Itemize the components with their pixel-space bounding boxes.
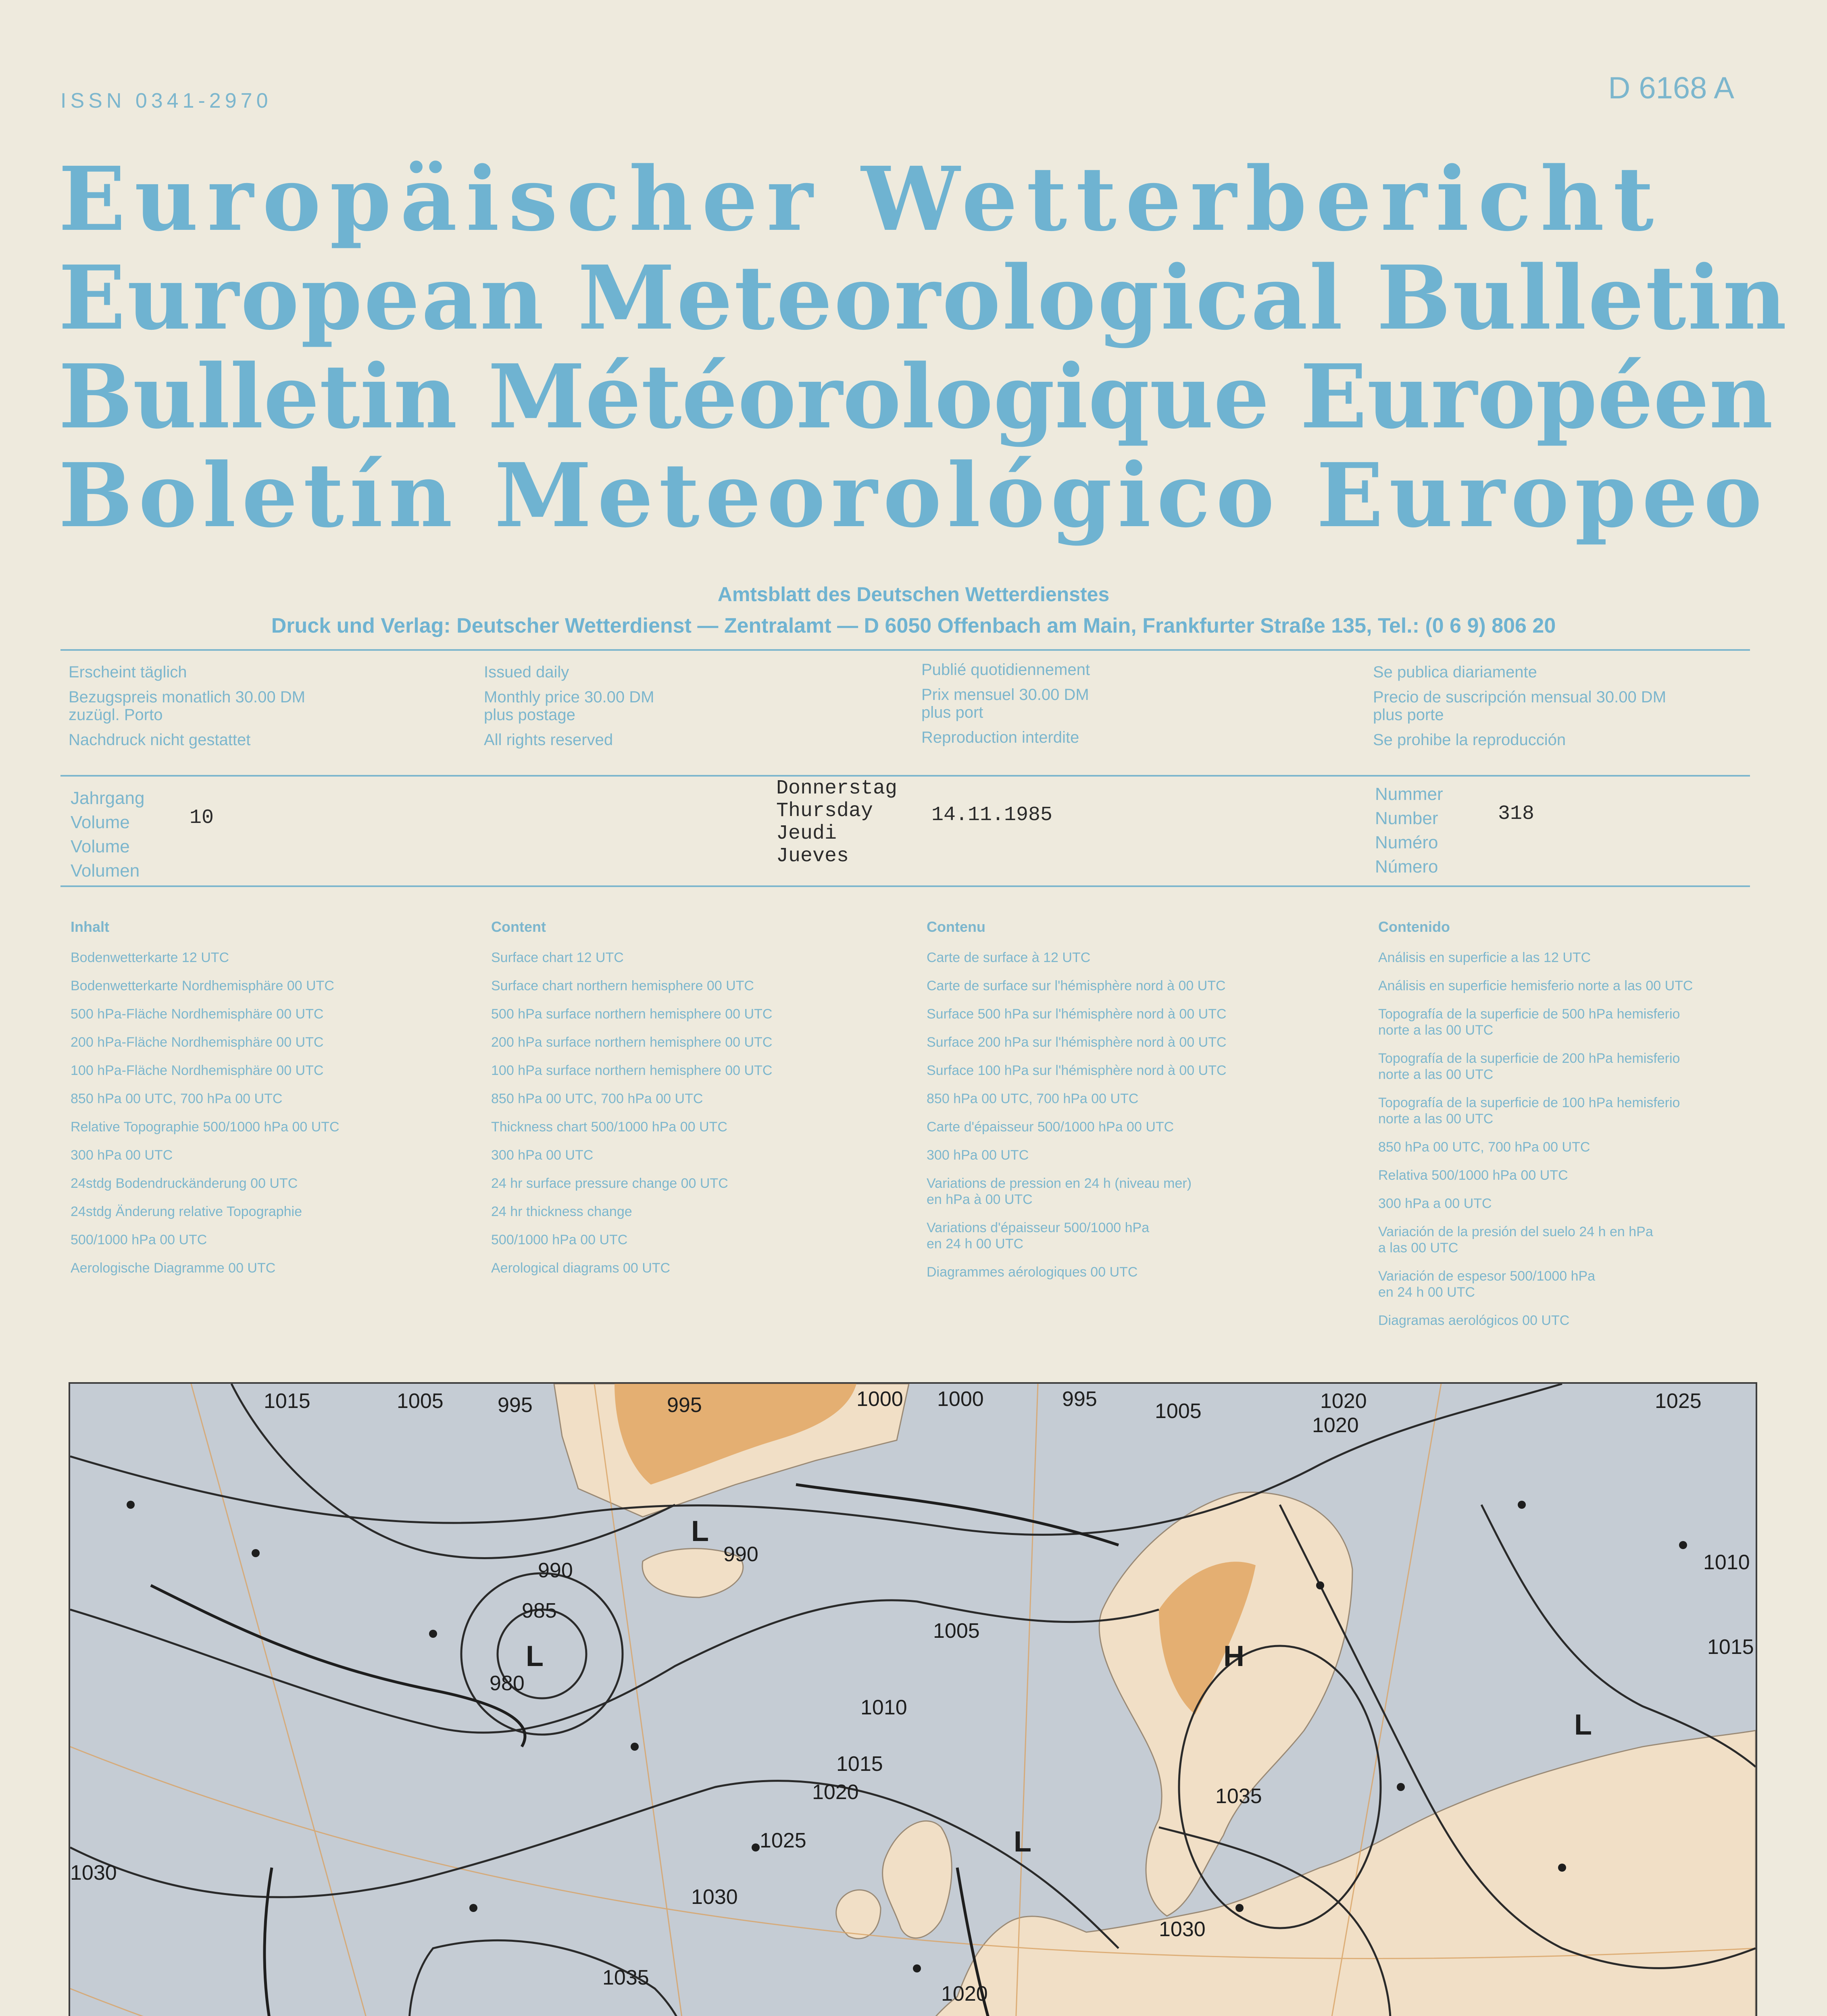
contents-item: 24 hr surface pressure change 00 UTC <box>491 1176 728 1191</box>
contents-english <box>491 918 772 1282</box>
contents-item: Aerological diagrams 00 UTC <box>491 1260 671 1276</box>
station-dot <box>1679 1541 1687 1549</box>
isobar-label: 1020 <box>941 1982 988 2006</box>
contents-item: Análisis en superficie hemisferio norte a las 00 UTC <box>1378 978 1693 993</box>
contents-item: 850 hPa 00 UTC, 700 hPa 00 UTC <box>927 1091 1139 1106</box>
contents-item: Topografía de la superficie de 500 hPa hemisferio <box>1378 1006 1680 1022</box>
contents-item: Carte d'épaisseur 500/1000 hPa 00 UTC <box>927 1119 1174 1135</box>
isobar-label: 1025 <box>1655 1389 1702 1413</box>
contents-item: Diagramas aerológicos 00 UTC <box>1378 1313 1570 1328</box>
info-french <box>921 657 1090 750</box>
volume-label: Jahrgang <box>71 788 145 808</box>
station-dot <box>1235 1904 1244 1912</box>
isobar-label: 995 <box>667 1393 702 1417</box>
station-dot <box>429 1630 437 1638</box>
official-gazette-line: Amtsblatt des Deutschen Wetterdienstes <box>717 583 1110 606</box>
contents-item: Topografía de la superficie de 100 hPa hemisferio <box>1378 1095 1680 1110</box>
divider <box>60 649 1750 651</box>
publisher-line: Druck und Verlag: Deutscher Wetterdienst — Zentralamt — D 6050 Offenbach am Main, Frankfurter Straße 135, Tel.: (0 6 9) 806 20 <box>271 614 1556 637</box>
isobar-label: 995 <box>498 1393 533 1417</box>
title-text: Europäischer Wetterbericht <box>58 148 1663 251</box>
info-line: zuzügl. Porto <box>69 706 163 724</box>
weekday-block <box>776 777 897 868</box>
contents-item: Aerologische Diagramme 00 UTC <box>71 1260 276 1276</box>
station-dot <box>1397 1783 1405 1791</box>
info-line: Nachdruck nicht gestattet <box>69 731 251 749</box>
low-center: L <box>1574 1709 1592 1741</box>
contents-item: 500 hPa-Fläche Nordhemisphäre 00 UTC <box>71 1006 324 1022</box>
contents-item: 200 hPa surface northern hemisphere 00 UTC <box>491 1035 773 1050</box>
info-line: plus port <box>921 704 983 721</box>
contents-item: en 24 h 00 UTC <box>927 1236 1024 1252</box>
info-line: Precio de suscripción mensual 30.00 DM <box>1373 688 1667 706</box>
info-spanish <box>1373 660 1666 752</box>
postal-code: D 6168 A <box>1608 71 1734 105</box>
contents-heading: Inhalt <box>71 918 109 935</box>
contents-spanish <box>1378 918 1693 1335</box>
isobar-label: 1030 <box>70 1861 117 1885</box>
low-center: L <box>526 1640 544 1672</box>
title-text: Boletín Meteorológico Europeo <box>58 444 1768 547</box>
station-dot <box>127 1501 135 1509</box>
contents-item: Carte de surface à 12 UTC <box>927 950 1091 965</box>
isobar-label: 1005 <box>933 1619 980 1643</box>
issue-number: 318 <box>1498 802 1535 825</box>
contents-item: Variación de la presión del suelo 24 h en hPa <box>1378 1224 1653 1239</box>
info-line: Prix mensuel 30.00 DM <box>921 686 1089 704</box>
contents-item: Variations de pression en 24 h (niveau mer) <box>927 1176 1192 1191</box>
contents-item: Surface chart 12 UTC <box>491 950 624 965</box>
contents-item: Topografía de la superficie de 200 hPa hemisferio <box>1378 1051 1680 1066</box>
number-label: Number <box>1375 808 1438 828</box>
station-dot <box>1316 1581 1324 1589</box>
contents-item: norte a las 00 UTC <box>1378 1023 1494 1038</box>
contents-item: 500/1000 hPa 00 UTC <box>491 1232 628 1248</box>
info-line: plus porte <box>1373 706 1444 724</box>
isobar-label: 980 <box>490 1672 525 1695</box>
contents-item: 24stdg Bodendruckänderung 00 UTC <box>71 1176 298 1191</box>
map-graphic <box>70 1384 1756 2016</box>
isobar-label: 1000 <box>937 1387 984 1411</box>
station-dot <box>1558 1864 1566 1872</box>
isobar-label: 985 <box>522 1599 557 1622</box>
isobar-label: 1030 <box>691 1885 738 1909</box>
isobar-label: 1025 <box>760 1829 806 1852</box>
contents-item: norte a las 00 UTC <box>1378 1111 1494 1127</box>
contents-item: 24 hr thickness change <box>491 1204 632 1219</box>
contents-item: norte a las 00 UTC <box>1378 1067 1494 1082</box>
low-center: L <box>1014 1826 1031 1858</box>
volume-labels <box>71 786 144 883</box>
contents-item: Surface chart northern hemisphere 00 UTC <box>491 978 754 993</box>
info-line: plus postage <box>484 706 575 724</box>
station-dot <box>1518 1501 1526 1509</box>
weekday: Donnerstag <box>776 777 898 800</box>
weekday: Jueves <box>776 845 849 868</box>
weekday: Thursday <box>776 800 873 823</box>
number-label: Numéro <box>1375 833 1438 852</box>
contents-item: Variations d'épaisseur 500/1000 hPa <box>927 1220 1150 1235</box>
isobar-label: 1010 <box>860 1696 907 1719</box>
isobar-label: 1005 <box>397 1389 444 1413</box>
contents-item: 500 hPa surface northern hemisphere 00 UTC <box>491 1006 773 1022</box>
contents-item: 300 hPa 00 UTC <box>491 1148 594 1163</box>
info-german <box>69 660 305 752</box>
number-label: Nummer <box>1375 784 1443 804</box>
number-labels <box>1375 782 1443 879</box>
contents-item: 100 hPa surface northern hemisphere 00 UTC <box>491 1063 773 1078</box>
isobar-label: 1020 <box>1320 1389 1367 1413</box>
number-label: Número <box>1375 857 1438 877</box>
contents-item: Relative Topographie 500/1000 hPa 00 UTC <box>71 1119 340 1135</box>
isobar-label: 1020 <box>812 1781 859 1804</box>
info-line: Se prohibe la reproducción <box>1373 731 1566 749</box>
isobar-label: 990 <box>723 1543 758 1566</box>
divider <box>60 885 1750 887</box>
contents-item: Surface 100 hPa sur l'hémisphère nord à 00 UTC <box>927 1063 1227 1078</box>
contents-item: Carte de surface sur l'hémisphère nord à 00 UTC <box>927 978 1226 993</box>
isobar-label: 1030 <box>1159 1918 1206 1941</box>
isobar-label: 990 <box>538 1559 573 1582</box>
title-english <box>58 246 1789 350</box>
surface-weather-map <box>69 1382 1757 2016</box>
contents-item: Bodenwetterkarte Nordhemisphäre 00 UTC <box>71 978 334 993</box>
contents-item: 300 hPa a 00 UTC <box>1378 1196 1492 1211</box>
contents-item: 850 hPa 00 UTC, 700 hPa 00 UTC <box>491 1091 703 1106</box>
station-dot <box>913 1964 921 1972</box>
contents-heading: Contenido <box>1378 918 1450 935</box>
contents-item: Bodenwetterkarte 12 UTC <box>71 950 229 965</box>
info-line: Issued daily <box>484 663 569 681</box>
contents-item: 500/1000 hPa 00 UTC <box>71 1232 207 1248</box>
issn-number: ISSN 0341-2970 <box>60 89 272 112</box>
contents-item: 200 hPa-Fläche Nordhemisphäre 00 UTC <box>71 1035 324 1050</box>
isobar-label: 1005 <box>1155 1400 1202 1423</box>
isobar-label: 1015 <box>836 1752 883 1776</box>
info-line: Se publica diariamente <box>1373 663 1537 681</box>
info-english <box>484 660 654 752</box>
contents-item: Surface 200 hPa sur l'hémisphère nord à 00 UTC <box>927 1035 1227 1050</box>
isobar-label: 1015 <box>264 1389 310 1413</box>
contents-item: en 24 h 00 UTC <box>1378 1285 1475 1300</box>
contents-item: 24stdg Änderung relative Topographie <box>71 1204 302 1219</box>
contents-french <box>927 918 1227 1286</box>
volume-label: Volume <box>71 812 130 832</box>
info-line: Bezugspreis monatlich 30.00 DM <box>69 688 305 706</box>
isobar-label: 1000 <box>856 1387 903 1411</box>
high-center: H <box>1223 1640 1244 1672</box>
contents-item: 850 hPa 00 UTC, 700 hPa 00 UTC <box>1378 1139 1590 1155</box>
station-dot <box>469 1904 477 1912</box>
divider <box>60 775 1750 777</box>
info-line: Publié quotidiennement <box>921 661 1090 679</box>
title-text: Bulletin Météorologique Européen <box>58 345 1773 448</box>
info-line: Erscheint täglich <box>69 663 187 681</box>
contents-item: 850 hPa 00 UTC, 700 hPa 00 UTC <box>71 1091 283 1106</box>
contents-item: Diagrammes aérologiques 00 UTC <box>927 1264 1138 1280</box>
contents-heading: Contenu <box>927 918 985 935</box>
weekday: Jeudi <box>776 822 837 845</box>
title-german <box>58 148 1754 251</box>
station-dot <box>252 1549 260 1557</box>
contents-item: a las 00 UTC <box>1378 1240 1458 1256</box>
isobar-label: 1020 <box>1312 1414 1359 1437</box>
title-french <box>58 345 1773 448</box>
volume-label: Volume <box>71 837 130 856</box>
info-line: All rights reserved <box>484 731 613 749</box>
title-spanish <box>58 444 1768 547</box>
isobar-label: 1010 <box>1703 1551 1750 1574</box>
contents-german <box>71 918 340 1282</box>
isobar-label: 1035 <box>1215 1785 1262 1808</box>
info-line: Reproduction interdite <box>921 729 1079 746</box>
issue-date: 14.11.1985 <box>931 804 1053 827</box>
contents-item: 300 hPa 00 UTC <box>71 1148 173 1163</box>
station-dot <box>631 1743 639 1751</box>
contents-heading: Content <box>491 918 546 935</box>
isobar-label: 1035 <box>602 1966 649 1989</box>
isobar-label: 1015 <box>1707 1635 1754 1659</box>
contents-item: Thickness chart 500/1000 hPa 00 UTC <box>491 1119 727 1135</box>
contents-item: 300 hPa 00 UTC <box>927 1148 1029 1163</box>
contents-item: 100 hPa-Fläche Nordhemisphäre 00 UTC <box>71 1063 324 1078</box>
info-line: Monthly price 30.00 DM <box>484 688 654 706</box>
volume-value: 10 <box>190 806 214 829</box>
contents-item: Relativa 500/1000 hPa 00 UTC <box>1378 1168 1568 1183</box>
isobar-label: 995 <box>1062 1387 1097 1411</box>
contents-item: en hPa à 00 UTC <box>927 1192 1033 1207</box>
low-center: L <box>691 1515 709 1547</box>
volume-label: Volumen <box>71 861 140 881</box>
contents-item: Surface 500 hPa sur l'hémisphère nord à 00 UTC <box>927 1006 1227 1022</box>
station-dot <box>752 1843 760 1851</box>
contents-item: Análisis en superficie a las 12 UTC <box>1378 950 1591 965</box>
contents-item: Variación de espesor 500/1000 hPa <box>1378 1268 1596 1284</box>
title-text: European Meteorological Bulletin <box>58 246 1789 350</box>
